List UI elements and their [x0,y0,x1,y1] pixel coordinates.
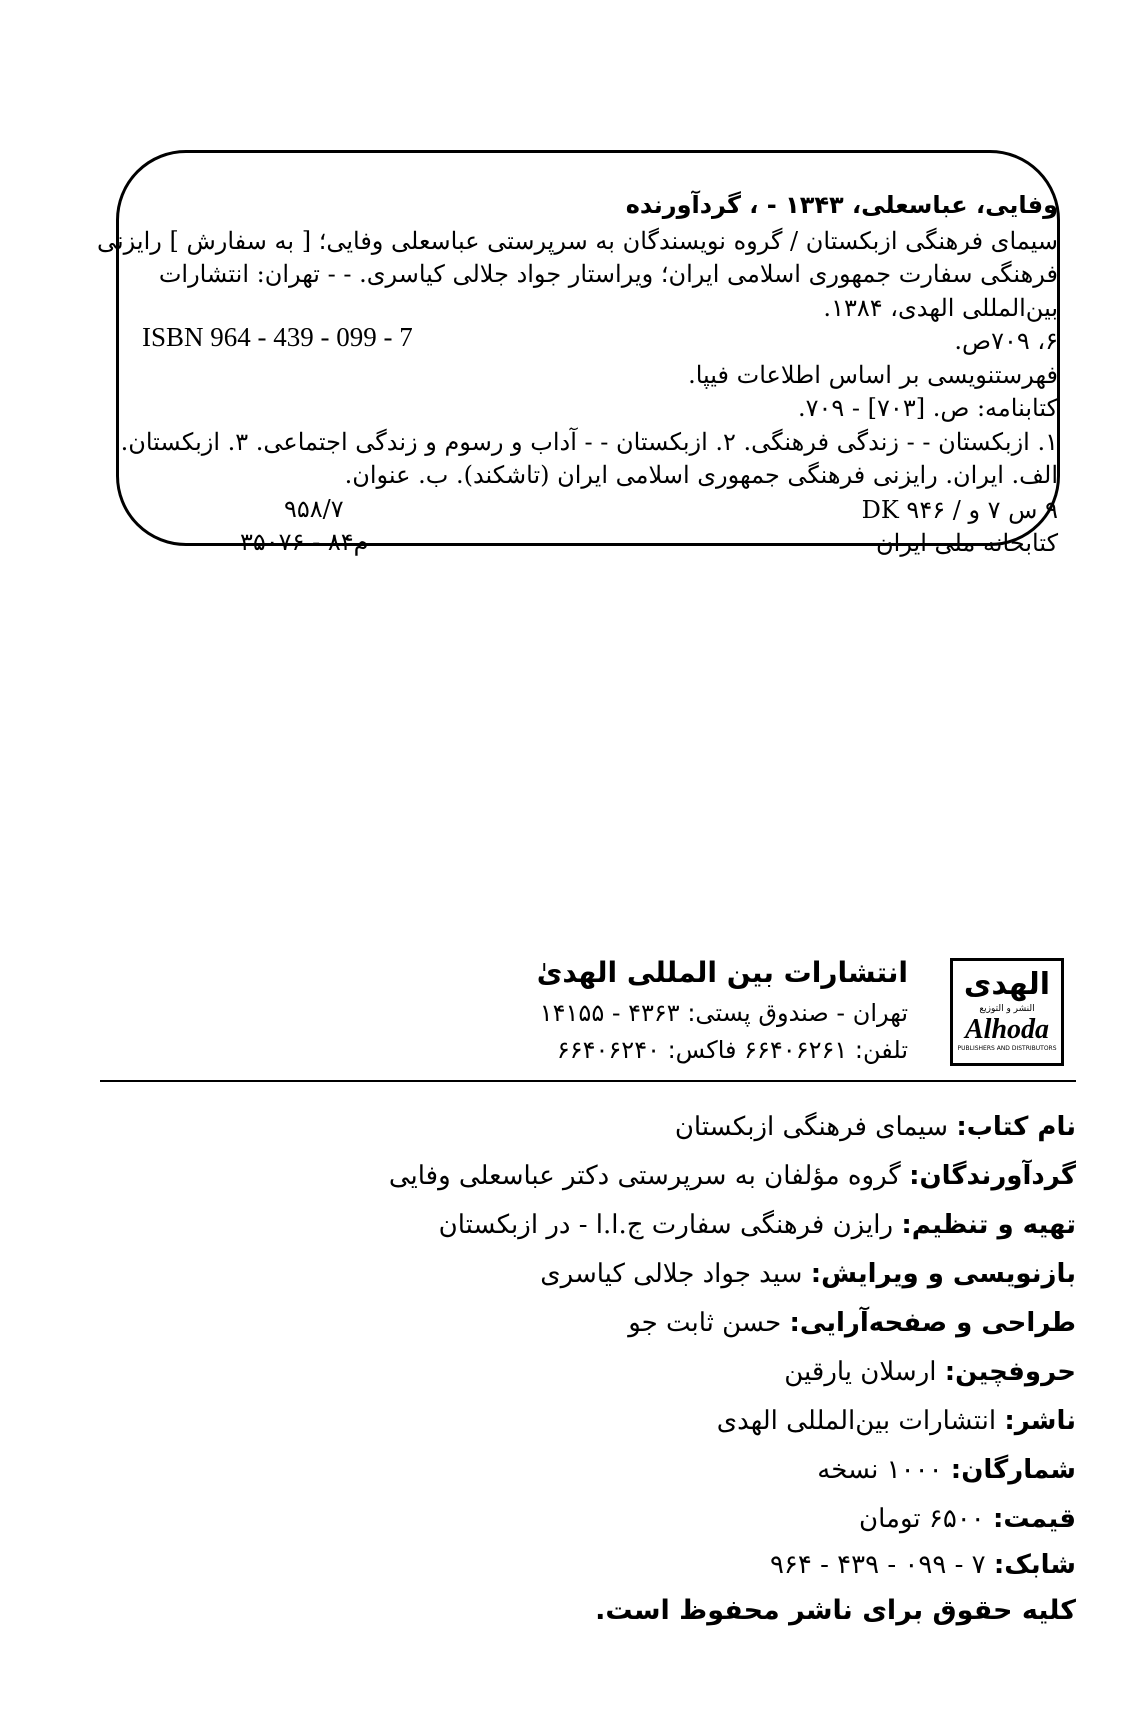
cip-pages-line: ۶، ۷۰۹ص. [954,327,1058,355]
cip-isbn: ISBN 964 - 439 - 099 - 7 [142,322,413,352]
credit-value: سید جواد جلالی کیاسری [540,1259,803,1289]
credit-print-run [817,1455,1076,1485]
credit-compilers [389,1161,1076,1191]
cip-national-number: م۸۴ - ۳۵۰۷۶ [240,528,369,556]
cip-author-line: وفایی، عباسعلی، ۱۳۴۳ - ، گردآورنده [625,191,1058,219]
credit-value: ۷ - ۰۹۹ - ۴۳۹ - ۹۶۴ [769,1550,986,1580]
logo-subtitle: النشر و التوزیع [979,1004,1035,1014]
credit-value: حسن ثابت جو [628,1308,782,1338]
credit-label: قیمت: [993,1504,1076,1534]
publisher-logo [950,958,1064,1066]
cip-publication-line: فرهنگی سفارت جمهوری اسلامی ایران؛ ویراستار جواد جلالی کیاسری. - - تهران: انتشارات [158,260,1058,288]
credit-value: گروه مؤلفان به سرپرستی دکتر عباسعلی وفایی [388,1161,901,1191]
credit-editing [540,1259,1076,1289]
credit-label: بازنویسی و ویرایش: [810,1259,1076,1289]
credit-value: رایزن فرهنگی سفارت ج.ا.ا - در ازبکستان [438,1210,894,1240]
logo-latin-text: Alhoda [964,1014,1050,1045]
credit-value: ارسلان یارقین [784,1357,937,1387]
credit-label: شابک: [993,1550,1076,1580]
credit-label: گردآورندگان: [909,1161,1076,1191]
credit-label: طراحی و صفحه‌آرایی: [789,1308,1076,1338]
divider [100,1080,1076,1082]
publisher-address: تهران - صندوق پستی: ۴۳۶۳ - ۱۴۱۵۵ [539,999,908,1027]
credit-preparation [439,1210,1076,1240]
logo-tagline: PUBLISHERS AND DISTRIBUTORS [957,1045,1057,1052]
cip-note-line: فهرستنویسی بر اساس اطلاعات فیپا. [688,361,1058,389]
credit-value: انتشارات بین‌المللی الهدی [716,1406,997,1436]
credit-isbn [770,1550,1076,1580]
cip-publisher-line: بین‌المللی الهدی، ۱۳۸۴. [823,294,1058,322]
cip-library-line: کتابخانه ملی ایران [876,529,1058,557]
credit-price [859,1504,1076,1534]
publisher-phone: تلفن: ۶۶۴۰۶۲۶۱ فاکس: ۶۶۴۰۶۲۴۰ [556,1036,908,1064]
credit-label: نام کتاب: [956,1112,1076,1142]
logo-arabic-text: الهدی [963,967,1051,1002]
credit-value: ۱۰۰۰ نسخه [817,1455,943,1485]
credit-value: ۶۵۰۰ تومان [859,1504,985,1534]
cip-title-line: سیمای فرهنگی ازبکستان / گروه نویسندگان به سرپرستی عباسعلی وفایی؛ [ به سفارش ] رایزنی [96,227,1058,255]
cip-bibliography-line: کتابنامه: ص. [۷۰۳] - ۷۰۹. [797,394,1058,422]
cip-added-entries-line: الف. ایران. رایزنی فرهنگی جمهوری اسلامی ایران (تاشکند). ب. عنوان. [344,461,1058,489]
publisher-name: انتشارات بین المللی الهدیٰ [536,956,908,989]
credit-book-title [675,1112,1076,1142]
credit-value: سیمای فرهنگی ازبکستان [674,1112,949,1142]
cip-subjects-line: ۱. ازبکستان - - زندگی فرهنگی. ۲. ازبکستان - - آداب و رسوم و زندگی اجتماعی. ۳. ازبکستان. [120,428,1058,456]
credit-design [628,1308,1076,1338]
credit-label: تهیه و تنظیم: [901,1210,1076,1240]
cip-classification-line: ۹ س ۷ و / ۹۴۶ DK [861,496,1058,524]
credit-publisher [717,1406,1076,1436]
credit-label: شمارگان: [950,1455,1076,1485]
credit-label: ناشر: [1004,1406,1076,1436]
copyright-notice: کلیه حقوق برای ناشر محفوظ است. [595,1595,1076,1626]
cip-dewey: ۹۵۸/۷ [284,495,344,523]
credit-label: حروفچین: [944,1357,1076,1387]
credit-typesetting [784,1357,1076,1387]
